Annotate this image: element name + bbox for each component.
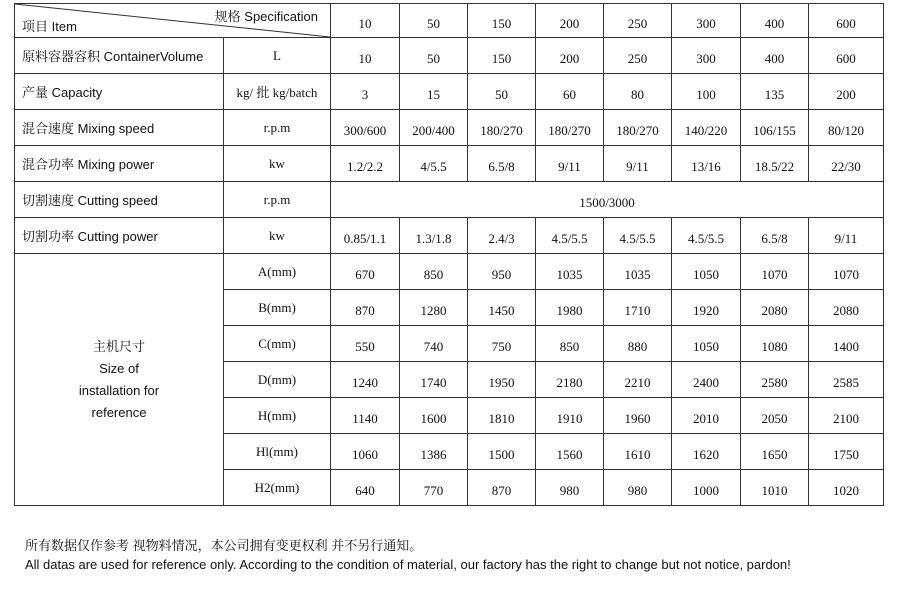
row-label: 原料容器容积 ContainerVolume [15, 38, 224, 74]
value-cell: 135 [741, 74, 809, 110]
value-cell: 1050 [672, 326, 741, 362]
value-cell: 50 [468, 74, 536, 110]
header-col-8: 600 [809, 4, 884, 38]
value-cell: 1450 [468, 290, 536, 326]
value-cell: 200 [536, 38, 604, 74]
value-cell: 300/600 [331, 110, 400, 146]
value-cell: 1560 [536, 434, 604, 470]
value-cell: 6.5/8 [741, 218, 809, 254]
value-cell: 670 [331, 254, 400, 290]
header-row [15, 4, 884, 38]
value-cell: 300 [672, 38, 741, 74]
value-cell: 2080 [741, 290, 809, 326]
row-unit: kw [224, 218, 331, 254]
value-cell: 2050 [741, 398, 809, 434]
value-cell: 3 [331, 74, 400, 110]
value-cell: 1060 [331, 434, 400, 470]
value-cell: 1020 [809, 470, 884, 506]
dimension-name: A(mm) [224, 254, 331, 290]
header-col-4: 200 [536, 4, 604, 38]
value-cell: 9/11 [536, 146, 604, 182]
value-cell: 980 [604, 470, 672, 506]
size-label-line: Size of [99, 360, 139, 376]
value-cell: 1620 [672, 434, 741, 470]
value-cell: 180/270 [536, 110, 604, 146]
dimension-name: H2(mm) [224, 470, 331, 506]
value-cell: 1070 [809, 254, 884, 290]
dimension-name: H(mm) [224, 398, 331, 434]
value-cell: 1280 [400, 290, 468, 326]
value-cell: 870 [468, 470, 536, 506]
value-cell: 870 [331, 290, 400, 326]
dimension-name: B(mm) [224, 290, 331, 326]
header-col-6: 300 [672, 4, 741, 38]
value-cell: 1810 [468, 398, 536, 434]
value-cell: 180/270 [604, 110, 672, 146]
value-cell: 1740 [400, 362, 468, 398]
value-cell: 1070 [741, 254, 809, 290]
value-cell: 22/30 [809, 146, 884, 182]
header-col-5: 250 [604, 4, 672, 38]
value-cell: 1610 [604, 434, 672, 470]
dimension-row [15, 254, 884, 290]
value-cell: 1650 [741, 434, 809, 470]
value-cell: 1500 [468, 434, 536, 470]
value-cell: 1240 [331, 362, 400, 398]
value-cell: 1910 [536, 398, 604, 434]
value-cell: 850 [400, 254, 468, 290]
header-col-3: 150 [468, 4, 536, 38]
dimension-name: Hl(mm) [224, 434, 331, 470]
row-label: 切割功率 Cutting power [15, 218, 224, 254]
row-unit: kw [224, 146, 331, 182]
header-col-7: 400 [741, 4, 809, 38]
spec-row [15, 146, 884, 182]
size-label-line: reference [91, 404, 147, 420]
row-label: 产量 Capacity [15, 74, 224, 110]
spec-row [15, 74, 884, 110]
value-cell: 10 [331, 38, 400, 74]
spec-item-header-cell [15, 4, 331, 38]
size-label-line: installation for [78, 382, 160, 398]
value-cell: 2400 [672, 362, 741, 398]
value-cell: 2.4/3 [468, 218, 536, 254]
value-cell: 80/120 [809, 110, 884, 146]
value-cell: 750 [468, 326, 536, 362]
value-cell: 400 [741, 38, 809, 74]
value-cell: 6.5/8 [468, 146, 536, 182]
value-cell: 1035 [536, 254, 604, 290]
value-cell: 2180 [536, 362, 604, 398]
value-cell: 2580 [741, 362, 809, 398]
value-cell: 18.5/22 [741, 146, 809, 182]
value-cell: 1010 [741, 470, 809, 506]
value-cell: 9/11 [604, 146, 672, 182]
value-cell: 80 [604, 74, 672, 110]
note-english: All datas are used for reference only. According to the condition of material, our factory has the right to change but not notice, pardon! [25, 557, 791, 572]
value-cell: 880 [604, 326, 672, 362]
value-cell: 2585 [809, 362, 884, 398]
value-cell: 1600 [400, 398, 468, 434]
value-cell: 200/400 [400, 110, 468, 146]
value-cell: 2080 [809, 290, 884, 326]
value-cell: 1140 [331, 398, 400, 434]
spec-table [14, 3, 884, 506]
value-cell: 150 [468, 38, 536, 74]
row-unit: r.p.m [224, 110, 331, 146]
value-cell: 100 [672, 74, 741, 110]
size-label-line: 主机尺寸 [92, 338, 145, 354]
value-cell: 770 [400, 470, 468, 506]
row-unit: L [224, 38, 331, 74]
dimension-name: C(mm) [224, 326, 331, 362]
row-label: 混合功率 Mixing power [15, 146, 224, 182]
value-cell: 1710 [604, 290, 672, 326]
value-cell: 9/11 [809, 218, 884, 254]
value-cell: 1750 [809, 434, 884, 470]
cutting-power-row [15, 218, 884, 254]
row-unit: kg/ 批 kg/batch [224, 74, 331, 110]
value-cell: 106/155 [741, 110, 809, 146]
value-cell: 950 [468, 254, 536, 290]
value-cell: 1980 [536, 290, 604, 326]
value-cell: 4.5/5.5 [536, 218, 604, 254]
spec-row [15, 38, 884, 74]
value-cell: 550 [331, 326, 400, 362]
value-cell: 2010 [672, 398, 741, 434]
value-cell: 0.85/1.1 [331, 218, 400, 254]
value-cell: 50 [400, 38, 468, 74]
row-unit: r.p.m [224, 182, 331, 218]
header-col-2: 50 [400, 4, 468, 38]
value-cell: 1000 [672, 470, 741, 506]
header-col-1: 10 [331, 4, 400, 38]
item-label: 项目 Item [22, 19, 77, 34]
value-cell: 980 [536, 470, 604, 506]
value-cell: 1386 [400, 434, 468, 470]
note-chinese: 所有数据仅作参考 视物料情况，本公司拥有变更权利 并不另行通知。 [25, 538, 423, 553]
dimension-name: D(mm) [224, 362, 331, 398]
cutting-speed-row [15, 182, 884, 218]
row-label: 切割速度 Cutting speed [15, 182, 224, 218]
row-label: 混合速度 Mixing speed [15, 110, 224, 146]
spec-row [15, 110, 884, 146]
value-cell: 600 [809, 38, 884, 74]
value-cell: 2210 [604, 362, 672, 398]
value-cell: 15 [400, 74, 468, 110]
value-cell: 13/16 [672, 146, 741, 182]
value-cell: 740 [400, 326, 468, 362]
value-cell: 4/5.5 [400, 146, 468, 182]
value-cell: 4.5/5.5 [604, 218, 672, 254]
value-cell: 4.5/5.5 [672, 218, 741, 254]
value-cell: 1950 [468, 362, 536, 398]
value-cell: 1.3/1.8 [400, 218, 468, 254]
value-cell: 1920 [672, 290, 741, 326]
value-cell: 200 [809, 74, 884, 110]
value-cell: 1035 [604, 254, 672, 290]
value-cell: 250 [604, 38, 672, 74]
value-cell: 850 [536, 326, 604, 362]
value-cell: 1.2/2.2 [331, 146, 400, 182]
size-label-cell [15, 254, 224, 506]
specification-label: 规格 Specification [214, 9, 318, 24]
value-cell: 1050 [672, 254, 741, 290]
value-cell: 180/270 [468, 110, 536, 146]
value-cell: 1960 [604, 398, 672, 434]
value-cell: 640 [331, 470, 400, 506]
value-cell: 140/220 [672, 110, 741, 146]
cutting-speed-value: 1500/3000 [331, 182, 884, 218]
value-cell: 1080 [741, 326, 809, 362]
value-cell: 2100 [809, 398, 884, 434]
value-cell: 1400 [809, 326, 884, 362]
value-cell: 60 [536, 74, 604, 110]
